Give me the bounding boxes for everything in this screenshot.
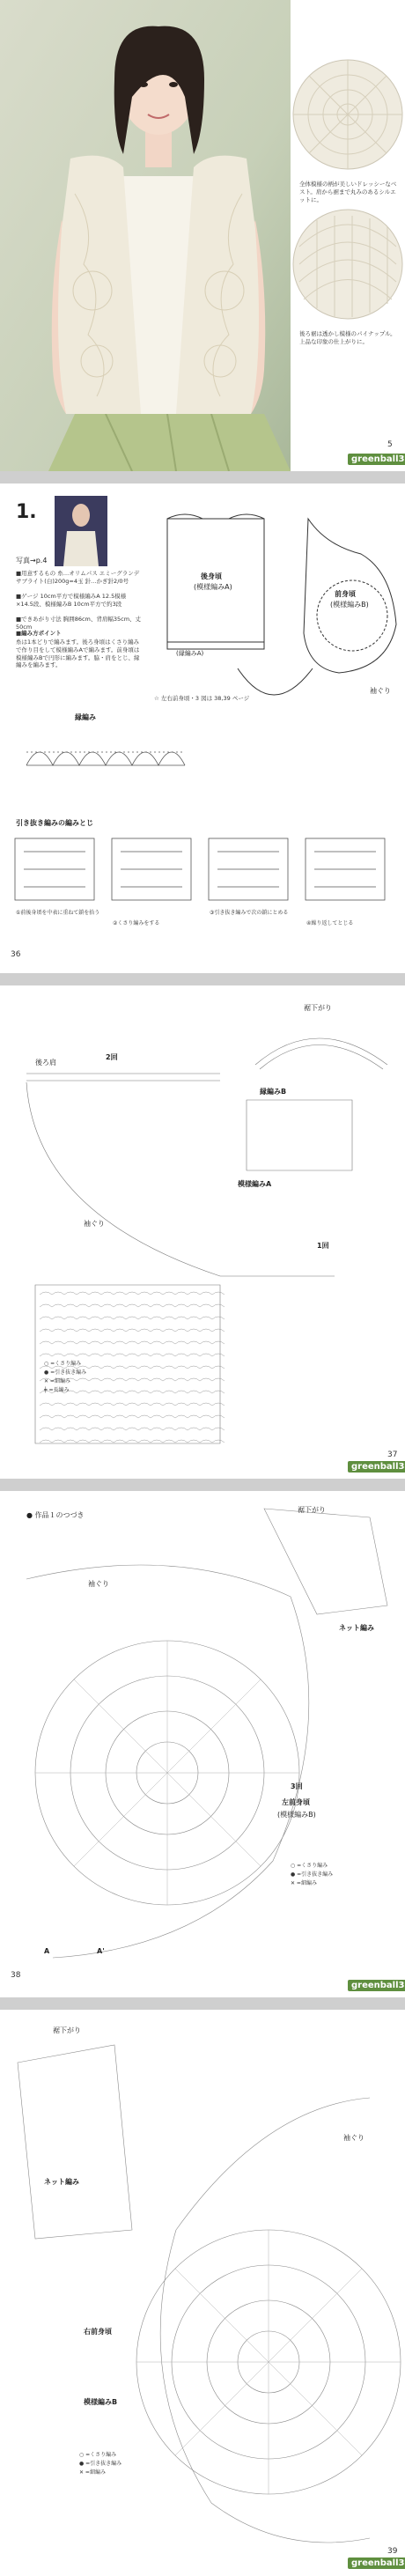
lattice-mesh	[138, 1428, 151, 1430]
left-front-chart	[0, 1491, 405, 1997]
lattice-mesh	[40, 1354, 52, 1356]
lattice-mesh	[151, 1354, 163, 1356]
lattice-mesh	[138, 1341, 151, 1344]
hem-label: 裾下がり	[53, 2026, 81, 2034]
lattice-mesh	[151, 1292, 163, 1295]
legend-3: ✕ =細編み	[291, 1880, 317, 1886]
magazine-page-chart-back	[0, 985, 405, 1479]
lattice-mesh	[101, 1415, 114, 1418]
lattice-mesh	[89, 1415, 101, 1418]
lattice-mesh	[188, 1440, 200, 1443]
back-crochet-chart	[0, 985, 405, 1479]
lattice-mesh	[64, 1317, 77, 1319]
lattice-mesh	[52, 1292, 64, 1295]
lattice-mesh	[40, 1440, 52, 1443]
lattice-mesh	[126, 1304, 138, 1307]
lattice-mesh	[163, 1304, 175, 1307]
armhole-label: 袖ぐり	[370, 687, 391, 695]
edge-b-label: 縁編みB	[260, 1088, 287, 1096]
lattice-mesh	[126, 1354, 138, 1356]
howto-text: 糸は1本どりで編みます。後ろ身頃はくさり編みで作り目をして模様編みAで編みます。前身頃は模様編みBで円形に編みます。脇・肩をとじ、縁編みを編みます。	[16, 638, 140, 669]
net-label: ネット編み	[44, 2178, 79, 2186]
lattice-mesh	[212, 1366, 225, 1369]
lattice-mesh	[212, 1354, 225, 1356]
lattice-mesh	[40, 1304, 52, 1307]
lattice-mesh	[64, 1415, 77, 1418]
lattice-mesh	[138, 1378, 151, 1381]
front-right-label: 右前身頃	[84, 2328, 112, 2336]
lattice-mesh	[175, 1341, 188, 1344]
lattice-mesh	[175, 1292, 188, 1295]
lattice-mesh	[212, 1428, 225, 1430]
lattice-mesh	[163, 1317, 175, 1319]
step-3: ③引き抜き編みで次の鎖にとめる	[210, 910, 289, 916]
photo-label: 写真→p.4	[16, 557, 48, 565]
lattice-mesh	[126, 1317, 138, 1319]
lattice-mesh	[175, 1428, 188, 1430]
lattice-mesh	[77, 1329, 89, 1332]
point-a2-label: A'	[97, 1947, 105, 1955]
lattice-mesh	[188, 1304, 200, 1307]
lattice-mesh	[163, 1403, 175, 1406]
page-gap	[0, 1997, 405, 2010]
legend-4: ╪ =長編み	[44, 1387, 70, 1393]
lattice-mesh	[126, 1415, 138, 1418]
front-left-label: 左前身頃	[282, 1798, 310, 1806]
lattice-mesh	[138, 1317, 151, 1319]
step-2: ②くさり編みをする	[113, 920, 160, 926]
net-label: ネット編み	[339, 1624, 374, 1632]
lattice-mesh	[212, 1415, 225, 1418]
lattice-mesh	[200, 1329, 212, 1332]
page-number: 38	[11, 1971, 21, 1980]
lattice-mesh	[151, 1317, 163, 1319]
page-number: 36	[11, 950, 21, 959]
size-text: ■できあがり寸法 胸囲86cm、背肩幅35cm、丈50cm	[16, 616, 142, 631]
magazine-page-instructions	[0, 483, 405, 973]
legend-3: ✕ =細編み	[44, 1378, 70, 1384]
lattice-mesh	[200, 1440, 212, 1443]
lattice-mesh	[64, 1304, 77, 1307]
lattice-mesh	[40, 1329, 52, 1332]
back-pattern-label: (模様編みA)	[194, 583, 232, 591]
lattice-mesh	[138, 1292, 151, 1295]
row3-label: 3回	[291, 1783, 303, 1790]
lattice-mesh	[64, 1428, 77, 1430]
lattice-mesh	[151, 1366, 163, 1369]
lattice-mesh	[77, 1304, 89, 1307]
pattern-b-label: 模様編みB	[84, 2398, 118, 2406]
legend-2: ● =引き抜き編み	[79, 2461, 122, 2467]
lattice-mesh	[77, 1292, 89, 1295]
lattice-mesh	[114, 1292, 126, 1295]
lattice-mesh	[188, 1341, 200, 1344]
lattice-mesh	[151, 1440, 163, 1443]
page-gap	[0, 471, 405, 483]
model-photo	[0, 0, 405, 471]
lattice-mesh	[89, 1403, 101, 1406]
item-label: ● 作品１のつづき	[26, 1511, 85, 1519]
lattice-mesh	[151, 1391, 163, 1393]
right-front-chart	[0, 2010, 405, 2576]
lattice-mesh	[89, 1329, 101, 1332]
lattice-mesh	[52, 1341, 64, 1344]
legend-2: ● =引き抜き編み	[291, 1871, 334, 1878]
pattern-a-label: 模様編みA	[238, 1180, 272, 1188]
item-number: 1.	[16, 501, 37, 523]
lattice-mesh	[64, 1440, 77, 1443]
lattice-mesh	[151, 1341, 163, 1344]
lattice-mesh	[89, 1354, 101, 1356]
lattice-mesh	[89, 1317, 101, 1319]
legend-3: ✕ =細編み	[79, 2469, 106, 2476]
lattice-mesh	[77, 1378, 89, 1381]
lattice-mesh	[200, 1366, 212, 1369]
lattice-mesh	[114, 1341, 126, 1344]
lattice-mesh	[40, 1292, 52, 1295]
lattice-mesh	[101, 1329, 114, 1332]
row1-label: 1回	[317, 1242, 329, 1250]
lattice-mesh	[175, 1354, 188, 1356]
lattice-mesh	[101, 1341, 114, 1344]
point-a-label: A	[44, 1947, 50, 1955]
lattice-mesh	[114, 1304, 126, 1307]
lattice-mesh	[188, 1292, 200, 1295]
lattice-mesh	[138, 1329, 151, 1332]
lattice-mesh	[64, 1292, 77, 1295]
lattice-mesh	[101, 1440, 114, 1443]
shoulder-label: 後ろ肩	[35, 1059, 56, 1067]
step-4: ④繰り返してとじる	[306, 920, 354, 926]
lattice-mesh	[200, 1378, 212, 1381]
lattice-mesh	[77, 1428, 89, 1430]
lattice-mesh	[89, 1391, 101, 1393]
lattice-mesh	[200, 1403, 212, 1406]
lattice-mesh	[188, 1317, 200, 1319]
lattice-mesh	[101, 1317, 114, 1319]
lattice-mesh	[151, 1304, 163, 1307]
lattice-mesh	[175, 1391, 188, 1393]
lattice-mesh	[77, 1403, 89, 1406]
lattice-mesh	[40, 1317, 52, 1319]
lattice-mesh	[89, 1378, 101, 1381]
lattice-mesh	[40, 1341, 52, 1344]
lattice-mesh	[151, 1329, 163, 1332]
watermark: greenball3	[348, 1461, 405, 1473]
lattice-mesh	[101, 1391, 114, 1393]
lattice-mesh	[200, 1304, 212, 1307]
lattice-mesh	[151, 1428, 163, 1430]
row2-label: 2回	[106, 1053, 118, 1061]
legend-1: ○ =くさり編み	[291, 1863, 328, 1869]
lattice-mesh	[175, 1378, 188, 1381]
lattice-mesh	[163, 1415, 175, 1418]
lattice-mesh	[200, 1391, 212, 1393]
lattice-mesh	[163, 1366, 175, 1369]
lattice-mesh	[77, 1415, 89, 1418]
lattice-mesh	[188, 1354, 200, 1356]
lattice-mesh	[138, 1354, 151, 1356]
lattice-mesh	[126, 1292, 138, 1295]
watermark: greenball3	[348, 2558, 405, 2569]
lattice-mesh	[163, 1354, 175, 1356]
lattice-mesh	[89, 1440, 101, 1443]
lattice-mesh	[138, 1440, 151, 1443]
gauge-text: ■ゲージ 10cm平方で模様編みA 12.5模様×14.5段、模様編みB 10cm平方で約3段	[16, 593, 127, 608]
join-title: 引き抜き編みの編みとじ	[16, 819, 93, 827]
materials-text: ■用意するもの 糸…オリムパス エミーグランデ サブライト(白)200g=4玉 針…かぎ針2/0号	[16, 570, 140, 585]
lattice-mesh	[200, 1428, 212, 1430]
lattice-mesh	[77, 1391, 89, 1393]
step-1: ①前後身頃を中表に重ねて鎖を拾う	[16, 910, 100, 916]
lattice-mesh	[200, 1354, 212, 1356]
lattice-mesh	[163, 1341, 175, 1344]
lattice-mesh	[188, 1428, 200, 1430]
lattice-mesh	[126, 1341, 138, 1344]
lattice-mesh	[188, 1391, 200, 1393]
magazine-page-chart-right	[0, 2010, 405, 2576]
lattice-mesh	[138, 1403, 151, 1406]
watermark: greenball3	[348, 1980, 405, 1991]
lattice-mesh	[175, 1317, 188, 1319]
lattice-mesh	[114, 1440, 126, 1443]
lattice-mesh	[101, 1292, 114, 1295]
lattice-mesh	[52, 1304, 64, 1307]
lattice-mesh	[163, 1378, 175, 1381]
lattice-mesh	[64, 1329, 77, 1332]
back-label: 後身頃	[201, 572, 222, 580]
lattice-mesh	[138, 1366, 151, 1369]
lattice-mesh	[114, 1428, 126, 1430]
front-label: 前身頃	[335, 590, 356, 598]
lattice-mesh	[114, 1391, 126, 1393]
legend-1: ○ =くさり編み	[79, 2452, 117, 2458]
lattice-mesh	[212, 1317, 225, 1319]
lattice-mesh	[64, 1354, 77, 1356]
lattice-mesh	[52, 1415, 64, 1418]
lattice-mesh	[114, 1354, 126, 1356]
hem-label-top: 裾下がり	[304, 1004, 332, 1012]
lattice-mesh	[126, 1378, 138, 1381]
item-thumbnail	[55, 496, 107, 566]
lattice-mesh	[163, 1428, 175, 1430]
lattice-mesh	[52, 1354, 64, 1356]
page-number: 39	[387, 2547, 398, 2556]
lattice-mesh	[175, 1415, 188, 1418]
lattice-mesh	[52, 1428, 64, 1430]
lattice-mesh	[77, 1341, 89, 1344]
lattice-mesh	[175, 1440, 188, 1443]
lattice-mesh	[212, 1391, 225, 1393]
lattice-mesh	[52, 1440, 64, 1443]
lattice-mesh	[77, 1354, 89, 1356]
armhole-label: 袖ぐり	[343, 2134, 364, 2142]
lattice-mesh	[89, 1366, 101, 1369]
lattice-mesh	[101, 1304, 114, 1307]
page-gap	[0, 973, 405, 985]
armhole-label: 袖ぐり	[88, 1580, 109, 1588]
lattice-mesh	[212, 1292, 225, 1295]
lattice-mesh	[151, 1415, 163, 1418]
lattice-mesh	[212, 1329, 225, 1332]
lattice-mesh	[40, 1428, 52, 1430]
lattice-mesh	[52, 1403, 64, 1406]
lattice-mesh	[138, 1304, 151, 1307]
edge-chart	[22, 726, 189, 779]
lattice-mesh	[188, 1378, 200, 1381]
lattice-mesh	[89, 1292, 101, 1295]
lattice-mesh	[101, 1366, 114, 1369]
lattice-mesh	[64, 1341, 77, 1344]
lattice-mesh	[163, 1292, 175, 1295]
lattice-mesh	[101, 1354, 114, 1356]
lattice-mesh	[126, 1428, 138, 1430]
legend-1: ○ =くさり編み	[44, 1361, 82, 1367]
lattice-mesh	[101, 1428, 114, 1430]
legend-2: ● =引き抜き編み	[44, 1369, 87, 1376]
lattice-mesh	[163, 1440, 175, 1443]
lattice-mesh	[138, 1391, 151, 1393]
page-gap	[0, 1479, 405, 1491]
lattice-mesh	[114, 1329, 126, 1332]
lattice-mesh	[126, 1403, 138, 1406]
lattice-mesh	[77, 1317, 89, 1319]
front-pattern-label: (模様編みB)	[330, 601, 369, 609]
caption-top: 全体模様の柄が美しいドレッシーなベスト。肩から裾まで丸みのあるシルエットに。	[299, 181, 397, 203]
magazine-page-chart-left	[0, 1491, 405, 1997]
lattice-mesh	[200, 1292, 212, 1295]
reference-note: ☆ 左右前身頃・3 図は 38,39 ページ	[154, 695, 250, 702]
lattice-mesh	[114, 1415, 126, 1418]
lattice-mesh	[212, 1440, 225, 1443]
lattice-mesh	[138, 1415, 151, 1418]
lattice-mesh	[200, 1415, 212, 1418]
lattice-mesh	[101, 1378, 114, 1381]
lattice-mesh	[163, 1329, 175, 1332]
lattice-mesh	[89, 1428, 101, 1430]
lattice-mesh	[126, 1440, 138, 1443]
watermark: greenball3	[348, 454, 405, 465]
join-steps-illustration	[11, 834, 398, 904]
lattice-mesh	[126, 1366, 138, 1369]
lattice-mesh	[64, 1403, 77, 1406]
caption-bottom: 後ろ裾は透かし模様のパイナップル。上品な印象の仕上がりに。	[299, 330, 396, 345]
lattice-mesh	[188, 1403, 200, 1406]
lattice-mesh	[212, 1341, 225, 1344]
lattice-mesh	[114, 1403, 126, 1406]
howto-title: ■編み方ポイント	[16, 630, 62, 637]
edge-title: 縁編み	[75, 713, 96, 721]
lattice-mesh	[200, 1317, 212, 1319]
hem-label: (縁編みA)	[176, 650, 204, 657]
lattice-mesh	[212, 1378, 225, 1381]
lattice-mesh	[151, 1378, 163, 1381]
lattice-mesh	[163, 1391, 175, 1393]
lattice-mesh	[89, 1341, 101, 1344]
pattern-b-label: (模様編みB)	[277, 1811, 316, 1819]
lattice-mesh	[212, 1304, 225, 1307]
lattice-mesh	[175, 1329, 188, 1332]
page-number: 5	[387, 440, 393, 449]
lattice-mesh	[212, 1403, 225, 1406]
lattice-mesh	[200, 1341, 212, 1344]
lattice-mesh	[52, 1317, 64, 1319]
lattice-mesh	[188, 1366, 200, 1369]
lattice-mesh	[188, 1329, 200, 1332]
lattice-mesh	[126, 1329, 138, 1332]
armhole-label: 袖ぐり	[84, 1220, 105, 1228]
lattice-mesh	[89, 1304, 101, 1307]
hem-label: 裾下がり	[298, 1506, 326, 1514]
lattice-mesh	[151, 1403, 163, 1406]
page-number: 37	[387, 1450, 398, 1459]
lattice-mesh	[126, 1391, 138, 1393]
lattice-mesh	[175, 1366, 188, 1369]
lattice-mesh	[188, 1415, 200, 1418]
magazine-page-photo	[0, 0, 405, 471]
lattice-mesh	[114, 1378, 126, 1381]
lattice-mesh	[40, 1403, 52, 1406]
lattice-mesh	[114, 1366, 126, 1369]
lattice-mesh	[52, 1329, 64, 1332]
lattice-mesh	[77, 1440, 89, 1443]
lattice-mesh	[175, 1403, 188, 1406]
lattice-mesh	[40, 1415, 52, 1418]
lattice-mesh	[101, 1403, 114, 1406]
lattice-mesh	[175, 1304, 188, 1307]
lattice-mesh	[114, 1317, 126, 1319]
